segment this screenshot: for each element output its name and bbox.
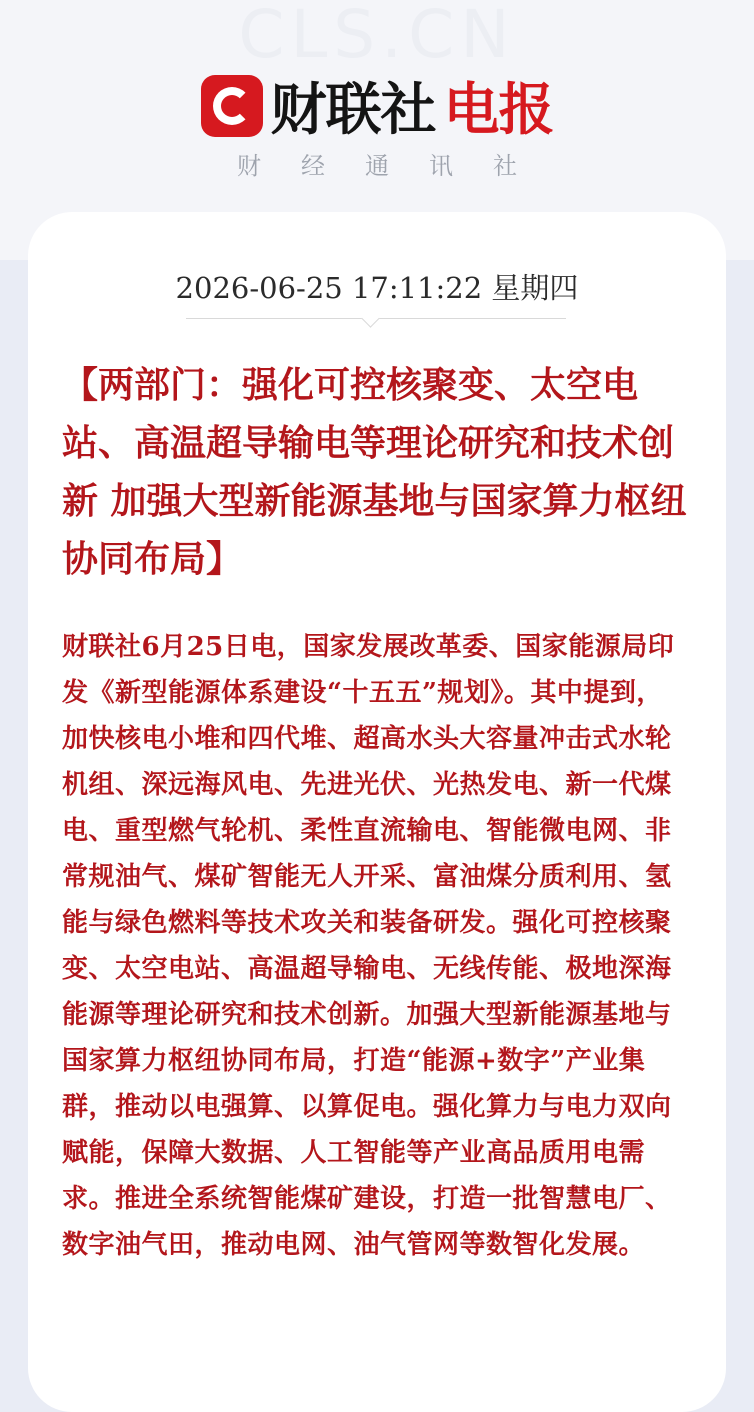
article-headline: 【两部门：强化可控核聚变、太空电站、高温超导输电等理论研究和技术创新 加强大型新能源基地与国家算力枢纽协同布局】	[62, 364, 687, 580]
brand-name: 财联社	[270, 78, 436, 143]
cls-logo-icon	[201, 75, 263, 137]
brand-logo	[0, 66, 754, 146]
publish-datetime: 2026-06-25 17:11:22 星期四	[175, 271, 579, 305]
watermark-text: CLS.CN	[238, 0, 516, 73]
article-body: 财联社6月25日电，国家发展改革委、国家能源局印发《新型能源体系建设“十五五”规划》。其中提到，加快核电小堆和四代堆、超高水头大容量冲击式水轮机组、深远海风电、先进光伏、光热发电、新一代煤电、重型燃气轮机、柔性直流输电、智能微电网、非常规油气、煤矿智能无人开采、富油煤分质利用、氢能与绿色燃料等技术攻关和装备研发。强化可控核聚变、太空电站、高温超导输电、无线传能、极地深海能源等理论研究和技术创新。加强大型新能源基地与国家算力枢纽协同布局，打造“能源+数字”产业集群，推动以电强算、以算促电。强化算力与电力双向赋能，保障大数据、人工智能等产业高品质用电需求。推进全系统智能煤矿建设，打造一批智慧电厂、数字油气田，推动电网、油气管网等数智化发展。	[62, 632, 675, 1260]
brand-tagline: 财经通讯社	[237, 152, 557, 180]
brand-suffix: 电报	[443, 78, 554, 143]
